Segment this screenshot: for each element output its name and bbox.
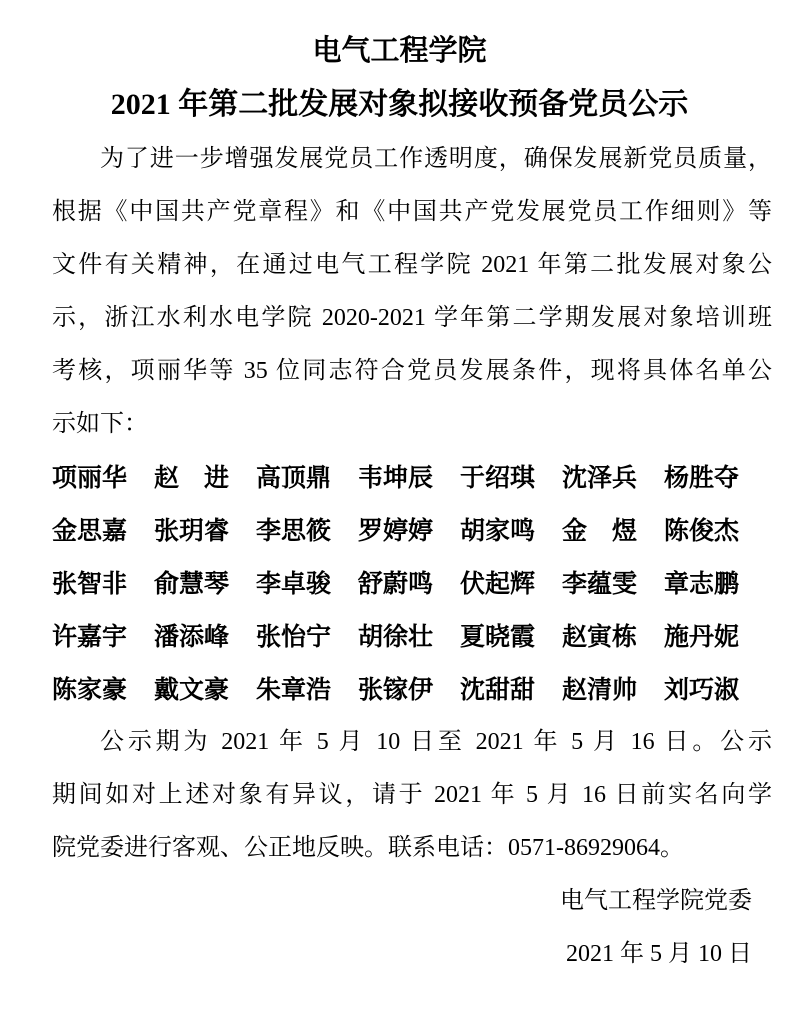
candidate-name-cell bbox=[358, 504, 460, 557]
candidate-name-list bbox=[52, 451, 772, 716]
candidate-name: 高顶鼎 bbox=[256, 463, 332, 492]
candidate-name-cell bbox=[52, 610, 154, 663]
intro-line: 根据《中国共产党章程》和《中国共产党发展党员工作细则》等 bbox=[52, 199, 772, 225]
candidate-name-cell bbox=[358, 451, 460, 504]
candidate-name-cell bbox=[664, 610, 766, 663]
name-list-row bbox=[52, 610, 772, 663]
candidate-name-cell bbox=[154, 557, 256, 610]
candidate-name: 金思嘉 bbox=[52, 516, 128, 545]
name-list-row bbox=[52, 663, 772, 716]
candidate-name-cell bbox=[154, 610, 256, 663]
candidate-name-cell bbox=[358, 663, 460, 716]
candidate-name-cell bbox=[358, 557, 460, 610]
candidate-name-cell bbox=[460, 557, 562, 610]
candidate-name-cell bbox=[52, 557, 154, 610]
candidate-name: 罗婷婷 bbox=[358, 516, 434, 545]
candidate-name: 陈家豪 bbox=[52, 675, 128, 704]
candidate-name-cell bbox=[52, 504, 154, 557]
document-title: 电气工程学院 bbox=[312, 33, 487, 67]
candidate-name: 刘巧淑 bbox=[664, 675, 740, 704]
candidate-name-cell bbox=[562, 557, 664, 610]
candidate-name: 陈俊杰 bbox=[664, 516, 740, 545]
notice-line: 公示期为 2021 年 5 月 10 日至 2021 年 5 月 16 日。公示 bbox=[100, 729, 772, 755]
candidate-name: 赵寅栋 bbox=[562, 622, 638, 651]
candidate-name: 于绍琪 bbox=[460, 463, 536, 492]
candidate-name-cell bbox=[256, 557, 358, 610]
candidate-name-cell bbox=[52, 663, 154, 716]
candidate-name-cell bbox=[460, 451, 562, 504]
candidate-name-cell bbox=[154, 451, 256, 504]
candidate-name-cell bbox=[664, 663, 766, 716]
intro-paragraph bbox=[52, 133, 772, 451]
name-list-row bbox=[52, 557, 772, 610]
candidate-name: 李卓骏 bbox=[256, 569, 332, 598]
name-list-row bbox=[52, 504, 772, 557]
candidate-name-cell bbox=[664, 557, 766, 610]
candidate-name: 项丽华 bbox=[52, 463, 128, 492]
candidate-name: 金 煜 bbox=[562, 516, 637, 545]
candidate-name: 韦坤辰 bbox=[358, 463, 434, 492]
candidate-name-cell bbox=[256, 610, 358, 663]
candidate-name-cell bbox=[256, 663, 358, 716]
candidate-name-cell bbox=[664, 451, 766, 504]
candidate-name: 潘添峰 bbox=[154, 622, 230, 651]
candidate-name-cell bbox=[154, 504, 256, 557]
notice-line: 院党委进行客观、公正地反映。联系电话：0571-86929064。 bbox=[52, 835, 684, 861]
candidate-name-cell bbox=[664, 504, 766, 557]
candidate-name: 张智非 bbox=[52, 569, 128, 598]
intro-line: 文件有关精神，在通过电气工程学院 2021 年第二批发展对象公 bbox=[52, 252, 772, 278]
candidate-name: 许嘉宇 bbox=[52, 622, 128, 651]
intro-line: 示，浙江水利水电学院 2020-2021 学年第二学期发展对象培训班 bbox=[52, 305, 772, 331]
candidate-name: 李思筱 bbox=[256, 516, 332, 545]
intro-line: 示如下： bbox=[52, 411, 148, 437]
candidate-name: 俞慧琴 bbox=[154, 569, 230, 598]
candidate-name: 沈甜甜 bbox=[460, 675, 536, 704]
candidate-name: 沈泽兵 bbox=[562, 463, 638, 492]
candidate-name-cell bbox=[52, 451, 154, 504]
document-body bbox=[52, 133, 772, 981]
candidate-name-cell bbox=[562, 451, 664, 504]
candidate-name-cell bbox=[460, 504, 562, 557]
candidate-name-cell bbox=[562, 504, 664, 557]
candidate-name: 施丹妮 bbox=[664, 622, 740, 651]
name-list-row bbox=[52, 451, 772, 504]
notice-line: 期间如对上述对象有异议，请于 2021 年 5 月 16 日前实名向学 bbox=[52, 782, 772, 808]
notice-paragraph bbox=[52, 716, 772, 875]
candidate-name-cell bbox=[460, 610, 562, 663]
candidate-name: 胡徐壮 bbox=[358, 622, 434, 651]
candidate-name: 胡家鸣 bbox=[460, 516, 536, 545]
candidate-name: 张怡宁 bbox=[256, 622, 332, 651]
candidate-name-cell bbox=[256, 504, 358, 557]
candidate-name-cell bbox=[460, 663, 562, 716]
candidate-name: 朱章浩 bbox=[256, 675, 332, 704]
candidate-name: 杨胜夺 bbox=[664, 463, 740, 492]
candidate-name: 舒蔚鸣 bbox=[358, 569, 434, 598]
intro-line: 为了进一步增强发展党员工作透明度，确保发展新党员质量， bbox=[100, 146, 772, 172]
signature-line: 电气工程学院党委 bbox=[560, 888, 752, 914]
candidate-name-cell bbox=[562, 663, 664, 716]
candidate-name: 张镓伊 bbox=[358, 675, 434, 704]
intro-line: 考核，项丽华等 35 位同志符合党员发展条件，现将具体名单公 bbox=[52, 358, 772, 384]
candidate-name: 伏起辉 bbox=[460, 569, 536, 598]
candidate-name: 章志鹏 bbox=[664, 569, 740, 598]
document-subtitle: 2021 年第二批发展对象拟接收预备党员公示 bbox=[110, 88, 689, 121]
candidate-name: 夏晓霞 bbox=[460, 622, 536, 651]
date-line: 2021 年 5 月 10 日 bbox=[566, 941, 752, 967]
candidate-name: 李蕴雯 bbox=[562, 569, 638, 598]
candidate-name: 戴文豪 bbox=[154, 675, 230, 704]
candidate-name: 赵清帅 bbox=[562, 675, 638, 704]
candidate-name-cell bbox=[256, 451, 358, 504]
candidate-name: 赵 进 bbox=[154, 463, 229, 492]
candidate-name-cell bbox=[154, 663, 256, 716]
candidate-name-cell bbox=[358, 610, 460, 663]
candidate-name: 张玥睿 bbox=[154, 516, 230, 545]
candidate-name-cell bbox=[562, 610, 664, 663]
